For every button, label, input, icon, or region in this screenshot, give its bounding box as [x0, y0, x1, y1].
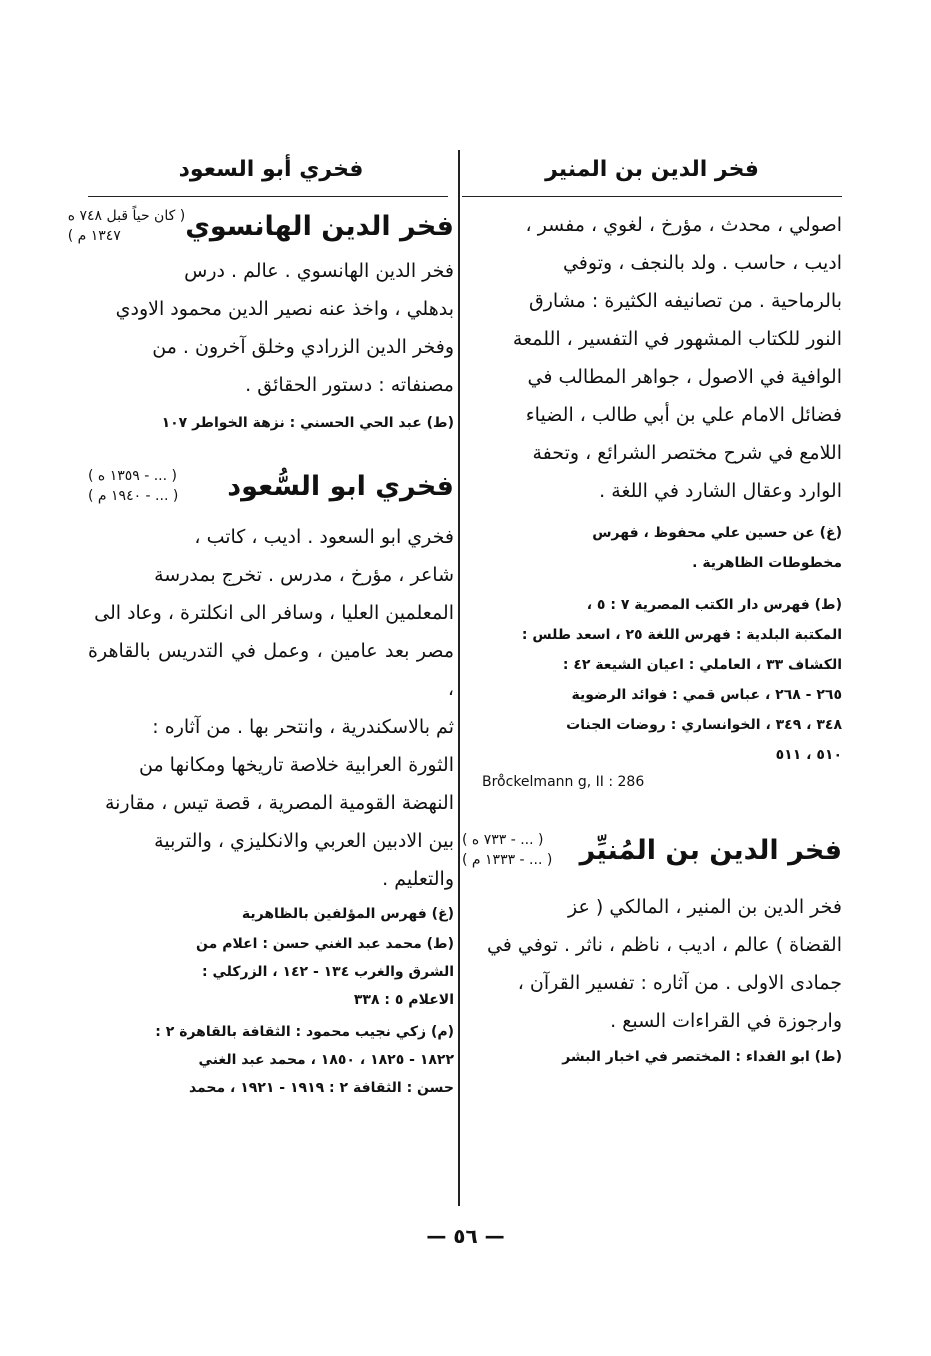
text-line: وفخر الدين الزرادي وخلق آخرون . من	[152, 336, 454, 358]
reference-line: ٢٦٥ - ٢٦٨ ، عباس قمي : فوائد الرضوية	[571, 687, 842, 703]
entry-paragraph	[88, 252, 454, 404]
reference-line: (م) زكي نجيب محمود : الثقافة بالقاهرة ٢ :	[155, 1024, 454, 1040]
text-line: الوارد وعقال الشارد في اللغة .	[599, 480, 842, 502]
text-line: النهضة القومية المصرية ، قصة تيس ، مقارنة	[104, 792, 454, 814]
entry-heading	[462, 830, 842, 870]
text-line: الوافية في الاصول ، جواهر المطالب في	[527, 366, 842, 388]
left-column-body	[67, 202, 454, 1102]
page-number: — ٥٦ —	[426, 1224, 505, 1248]
text-line: فخري ابو السعود . اديب ، كاتب ،	[194, 526, 454, 548]
reference-line: (ط) فهرس دار الكتب المصرية ٧ : ٥ ،	[586, 597, 842, 613]
right-header-rule	[462, 196, 842, 197]
entry-name: فخر الدين بن المُنيِّر	[579, 834, 842, 866]
date-line: ( ... - ١٩٤٠ م )	[88, 488, 179, 504]
latin-reference: Bro̊ckelmann g, II : 286	[482, 774, 645, 790]
reference-line: (ط) محمد عبد الغني حسن : اعلام من	[196, 936, 454, 952]
reference-block	[88, 900, 454, 928]
reference-line: (غ) فهرس المؤلفين بالظاهرية	[241, 906, 454, 922]
text-line: اصولي ، محدث ، مؤرخ ، لغوي ، مفسر ،	[525, 214, 842, 236]
text-line: المعلمين العليا ، وسافر الى انكلترة ، وعاد الى	[94, 602, 454, 624]
text-line: اديب ، حاسب . ولد بالنجف ، وتوفي	[562, 252, 842, 274]
reference-line: ٥١٠ ، ٥١١	[775, 747, 842, 763]
entry-paragraph	[88, 518, 454, 898]
text-line: فخر الدين بن المنير ، المالكي ( عز	[568, 896, 842, 918]
reference-block	[88, 930, 454, 1014]
text-line: القضاة ) عالم ، اديب ، ناظم ، ناثر . توفي في	[486, 934, 842, 956]
entry-dates	[68, 206, 186, 246]
entry-paragraph	[462, 206, 842, 510]
column-divider	[458, 150, 460, 1206]
date-line: ( ... - ١٣٣٣ م )	[462, 852, 553, 868]
text-line: ثم بالاسكندرية ، وانتحر بها . من آثاره :	[152, 716, 454, 738]
entry-name: فخر الدين الهانسوي	[185, 210, 454, 242]
text-line: فخر الدين الهانسوي . عالم . درس	[184, 260, 454, 282]
text-line: جمادى الاولى . من آثاره : تفسير القرآن ،	[517, 972, 842, 994]
text-line: مصنفاته : دستور الحقائق .	[245, 374, 454, 396]
text-line: اللامع في شرح مختصر الشرائع ، وتحفة	[532, 442, 842, 464]
reference-line: حسن : الثقافة ٢ : ١٩١٩ - ١٩٢١ ، محمد	[188, 1080, 454, 1096]
reference-line: الاعلام ٥ : ٣٣٨	[353, 992, 454, 1008]
date-line: ١٣٤٧ م )	[67, 228, 121, 244]
text-line: مصر بعد عامين ، وعمل في التدريس بالقاهرة ،	[88, 640, 454, 700]
reference-line: الشرق والغرب ١٣٤ - ١٤٢ ، الزركلي :	[202, 964, 454, 980]
reference-line: المكتبة البلدية : فهرس اللغة ٢٥ ، اسعد طلس :	[521, 627, 842, 643]
right-column	[462, 150, 842, 1206]
reference-line: ٣٤٨ ، ٣٤٩ ، الخوانساري : روضات الجنات	[566, 717, 842, 733]
reference-block	[88, 1018, 454, 1102]
text-line: الثورة العرابية خلاصة تاريخها ومكانها من	[138, 754, 454, 776]
text-line: بدهلي ، واخذ عنه نصير الدين محمود الاودي	[115, 298, 454, 320]
entry-dates	[462, 830, 552, 870]
text-line: وارجوزة في القراءات السبع .	[610, 1010, 842, 1032]
text-line: النور للكتاب المشهور في التفسير ، اللمعة	[512, 328, 842, 350]
right-column-body	[462, 202, 842, 1072]
right-column-header: فخر الدين بن المنير	[545, 157, 759, 182]
left-column-header: فخري أبو السعود	[178, 157, 364, 182]
entry-name: فخري ابو السُّعود	[227, 470, 454, 502]
entry-heading	[67, 206, 454, 246]
text-line: بالرماحية . من تصانيفه الكثيرة : مشارق	[529, 290, 842, 312]
reference-line: (غ) عن حسين علي محفوظ ، فهرس	[592, 525, 842, 541]
entry-dates	[88, 466, 178, 506]
text-line: شاعر ، مؤرخ ، مدرس . تخرج بمدرسة	[154, 564, 454, 586]
left-header-rule	[88, 196, 448, 197]
reference-line: ١٨٢٢ - ١٨٢٥ ، ١٨٥٠ ، محمد عبد الغني	[198, 1052, 454, 1068]
reference-line: الكشاف ٣٣ ، العاملي : اعيان الشيعة ٤٢ :	[562, 657, 842, 673]
date-line: ( ... - ٧٣٣ ه )	[462, 832, 544, 848]
text-line: والتعليم .	[382, 868, 454, 890]
entry-paragraph	[462, 888, 842, 1040]
reference-block	[88, 408, 454, 438]
reference-line: مخطوطات الظاهرية .	[692, 555, 842, 571]
entry-heading	[88, 466, 454, 506]
reference-block	[462, 518, 842, 578]
reference-block	[462, 590, 842, 770]
text-line: فضائل الامام علي بن أبي طالب ، الضياء	[525, 404, 842, 426]
reference-block	[462, 1042, 842, 1072]
date-line: ( كان حياً قبل ٧٤٨ ه	[67, 208, 186, 224]
date-line: ( ... - ١٣٥٩ ه )	[88, 468, 177, 484]
reference-line: (ط) ابو الفداء : المختصر في اخبار البشر	[562, 1049, 842, 1065]
left-column	[67, 150, 454, 1206]
reference-line: (ط) عبد الحي الحسني : نزهة الخواطر ١٠٧	[161, 415, 454, 431]
text-line: بين الادبين العربي والانكليزي ، والتربية	[154, 830, 454, 852]
